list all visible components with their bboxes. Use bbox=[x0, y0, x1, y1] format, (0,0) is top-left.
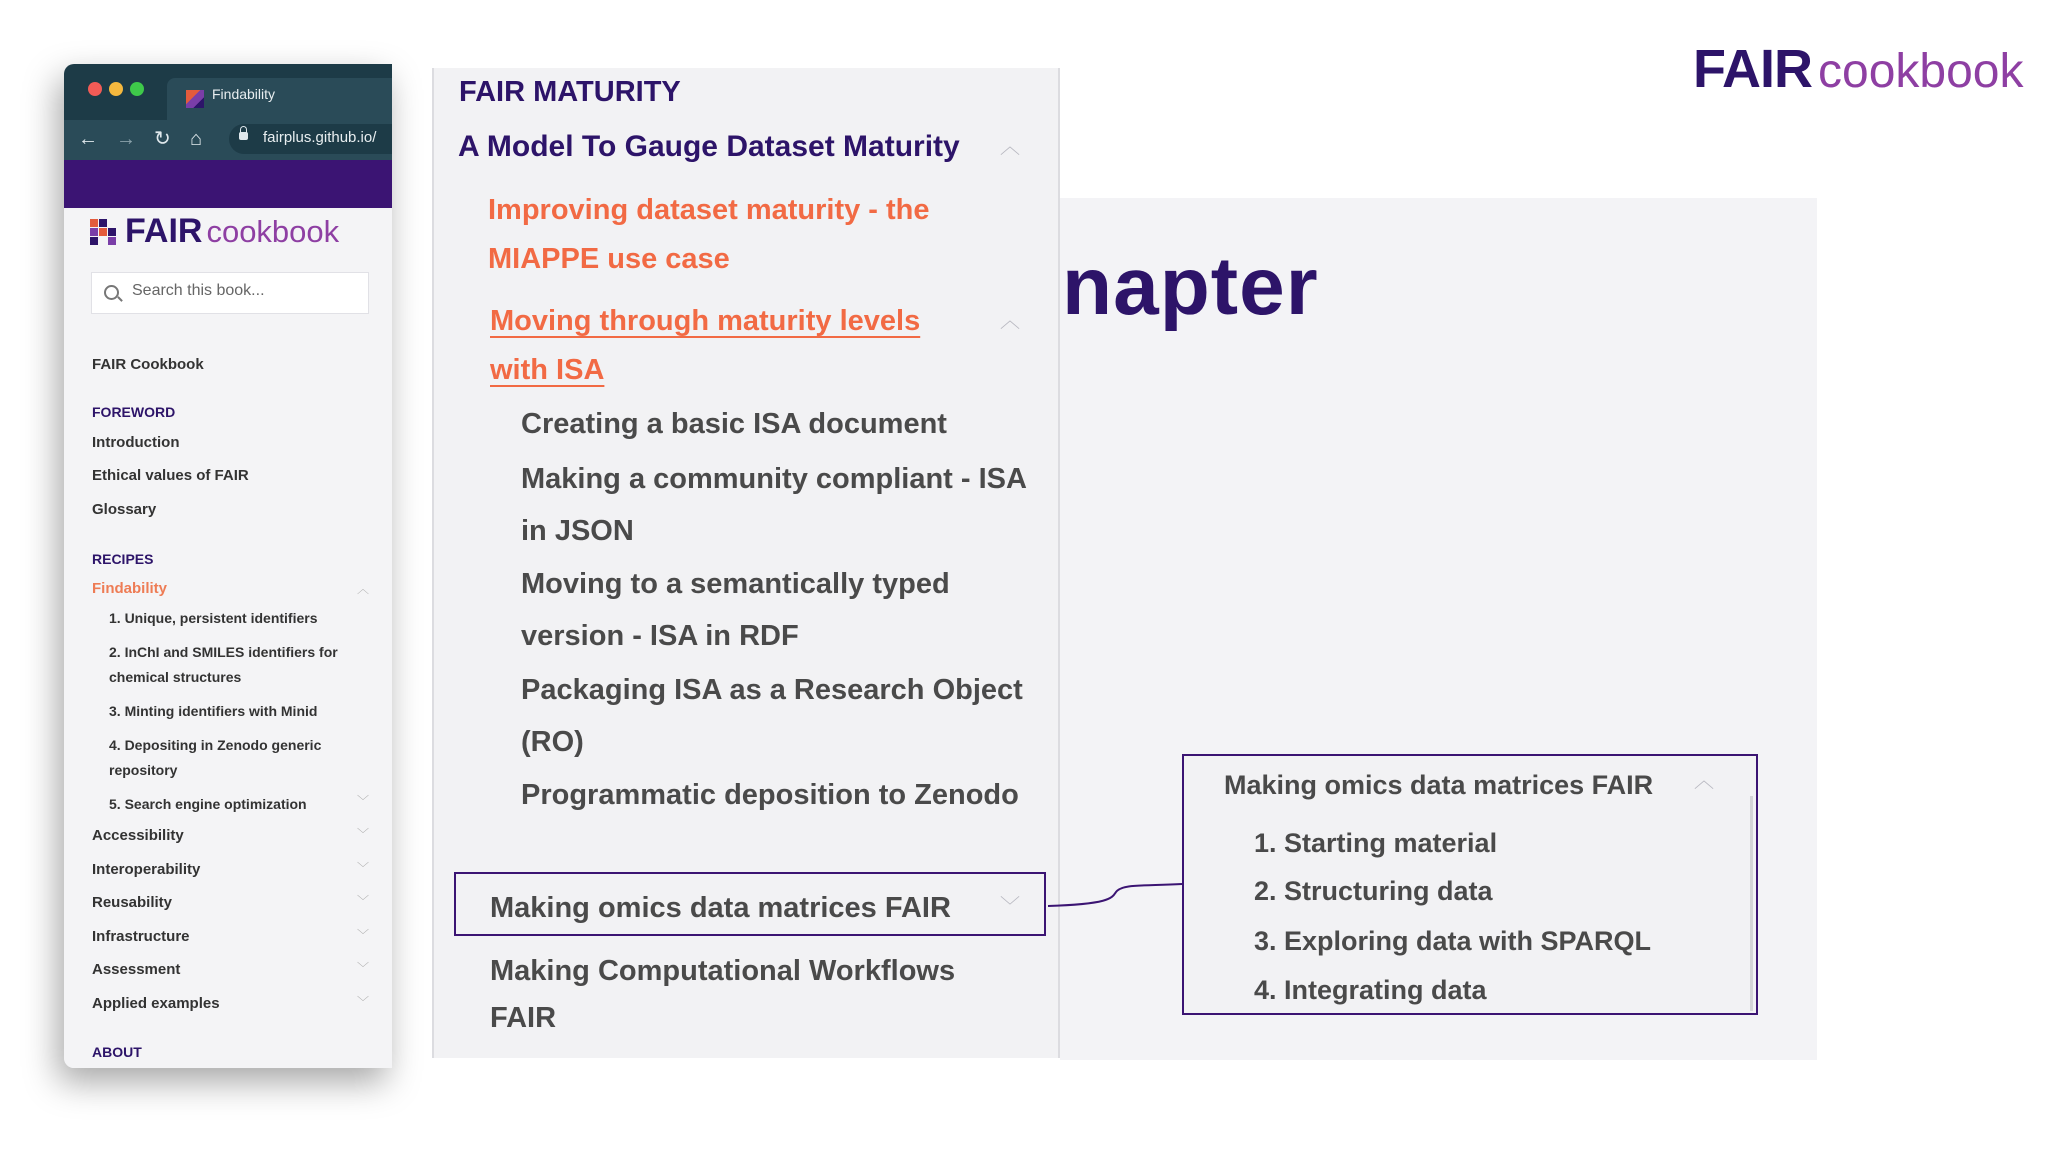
toc-item-moving-maturity-levels[interactable]: Moving through maturity levels with ISA bbox=[490, 305, 921, 386]
home-icon[interactable]: ⌂ bbox=[190, 128, 203, 150]
toc-item-improving-maturity[interactable]: Improving dataset maturity - the MIAPPE use case bbox=[488, 194, 930, 275]
chevron-up-icon[interactable]: ︿ bbox=[1000, 136, 1020, 158]
chevron-up-icon[interactable]: ︿ bbox=[1694, 770, 1714, 792]
callout-item[interactable]: 4. Integrating data bbox=[1254, 975, 1487, 1005]
chevron-down-icon[interactable]: ﹀ bbox=[357, 794, 370, 808]
foreword-caption: FOREWORD bbox=[92, 404, 176, 420]
chevron-down-icon[interactable]: ﹀ bbox=[1000, 896, 1020, 918]
sidebar-item-infrastructure[interactable]: Infrastructure bbox=[92, 928, 190, 945]
findability-item[interactable]: 2. InChI and SMILES identifiers for chemical structures bbox=[109, 644, 338, 685]
callout-item[interactable]: 3. Exploring data with SPARQL bbox=[1254, 926, 1652, 956]
forward-arrow-icon[interactable]: → bbox=[116, 128, 136, 150]
sidebar-item-applied-examples[interactable]: Applied examples bbox=[92, 995, 220, 1012]
toc-item-workflows[interactable]: Making Computational Workflows FAIR bbox=[490, 955, 956, 1034]
toc-section-heading: FAIR MATURITY bbox=[459, 76, 681, 108]
findability-item[interactable]: 3. Minting identifiers with Minid bbox=[109, 703, 318, 719]
url-text[interactable]: fairplus.github.io/ bbox=[263, 129, 377, 146]
toc-isa-item[interactable]: Making a community compliant - ISA in JSON bbox=[521, 463, 1026, 547]
sidebar-item-ethical-values[interactable]: Ethical values of FAIR bbox=[92, 467, 249, 484]
sidebar-item-reusability[interactable]: Reusability bbox=[92, 894, 173, 911]
chevron-down-icon[interactable]: ﹀ bbox=[357, 995, 370, 1009]
about-caption: ABOUT bbox=[92, 1044, 142, 1060]
reload-icon[interactable]: ↻ bbox=[154, 128, 171, 150]
findability-item[interactable]: 4. Depositing in Zenodo generic repository bbox=[109, 737, 322, 778]
chevron-down-icon[interactable]: ﹀ bbox=[357, 928, 370, 942]
toc-isa-item[interactable]: Packaging ISA as a Research Object (RO) bbox=[521, 674, 1023, 758]
chevron-up-icon[interactable]: ︿ bbox=[1000, 310, 1020, 332]
callout-item[interactable]: 2. Structuring data bbox=[1254, 876, 1493, 906]
chevron-down-icon[interactable]: ﹀ bbox=[357, 961, 370, 975]
chevron-up-icon[interactable]: ︿ bbox=[357, 582, 370, 596]
omics-callout bbox=[1182, 754, 1758, 1015]
recipes-caption: RECIPES bbox=[92, 551, 154, 567]
callout-item[interactable]: 1. Starting material bbox=[1254, 828, 1498, 858]
tab-title: Findability bbox=[212, 86, 276, 102]
back-arrow-icon[interactable]: ← bbox=[78, 128, 98, 150]
toc-item-omics[interactable]: Making omics data matrices FAIR bbox=[490, 892, 951, 924]
logo-cookbook-text: cookbook bbox=[206, 213, 340, 249]
toc-item-model[interactable]: A Model To Gauge Dataset Maturity bbox=[458, 130, 960, 163]
scrollbar[interactable] bbox=[1750, 796, 1753, 1011]
sidebar-item-assessment[interactable]: Assessment bbox=[92, 961, 181, 978]
findability-item[interactable]: 1. Unique, persistent identifiers bbox=[109, 610, 318, 626]
sidebar-item-findability[interactable]: Findability bbox=[92, 580, 167, 597]
chevron-down-icon[interactable]: ﹀ bbox=[357, 861, 370, 875]
chapter-heading-fragment: napter bbox=[1062, 241, 1319, 332]
brand-fair-text: FAIR bbox=[1693, 39, 1813, 99]
toc-isa-item[interactable]: Programmatic deposition to Zenodo bbox=[521, 779, 1019, 811]
logo-fair-text: FAIR bbox=[125, 212, 203, 250]
sidebar-item-introduction[interactable]: Introduction bbox=[92, 434, 180, 451]
toc-isa-item[interactable]: Creating a basic ISA document bbox=[521, 408, 947, 440]
brand-cookbook-text: cookbook bbox=[1818, 45, 2024, 98]
chevron-down-icon[interactable]: ﹀ bbox=[357, 827, 370, 841]
toc-isa-item[interactable]: Moving to a semantically typed version - ISA in RDF bbox=[521, 568, 950, 652]
sidebar-item-glossary[interactable]: Glossary bbox=[92, 501, 157, 518]
findability-item[interactable]: 5. Search engine optimization bbox=[109, 796, 307, 812]
chevron-down-icon[interactable]: ﹀ bbox=[357, 894, 370, 908]
callout-title[interactable]: Making omics data matrices FAIR bbox=[1224, 770, 1654, 800]
sidebar-item-interoperability[interactable]: Interoperability bbox=[92, 861, 201, 878]
sidebar-item-fair-cookbook[interactable]: FAIR Cookbook bbox=[92, 356, 204, 373]
sidebar-item-accessibility[interactable]: Accessibility bbox=[92, 827, 184, 844]
